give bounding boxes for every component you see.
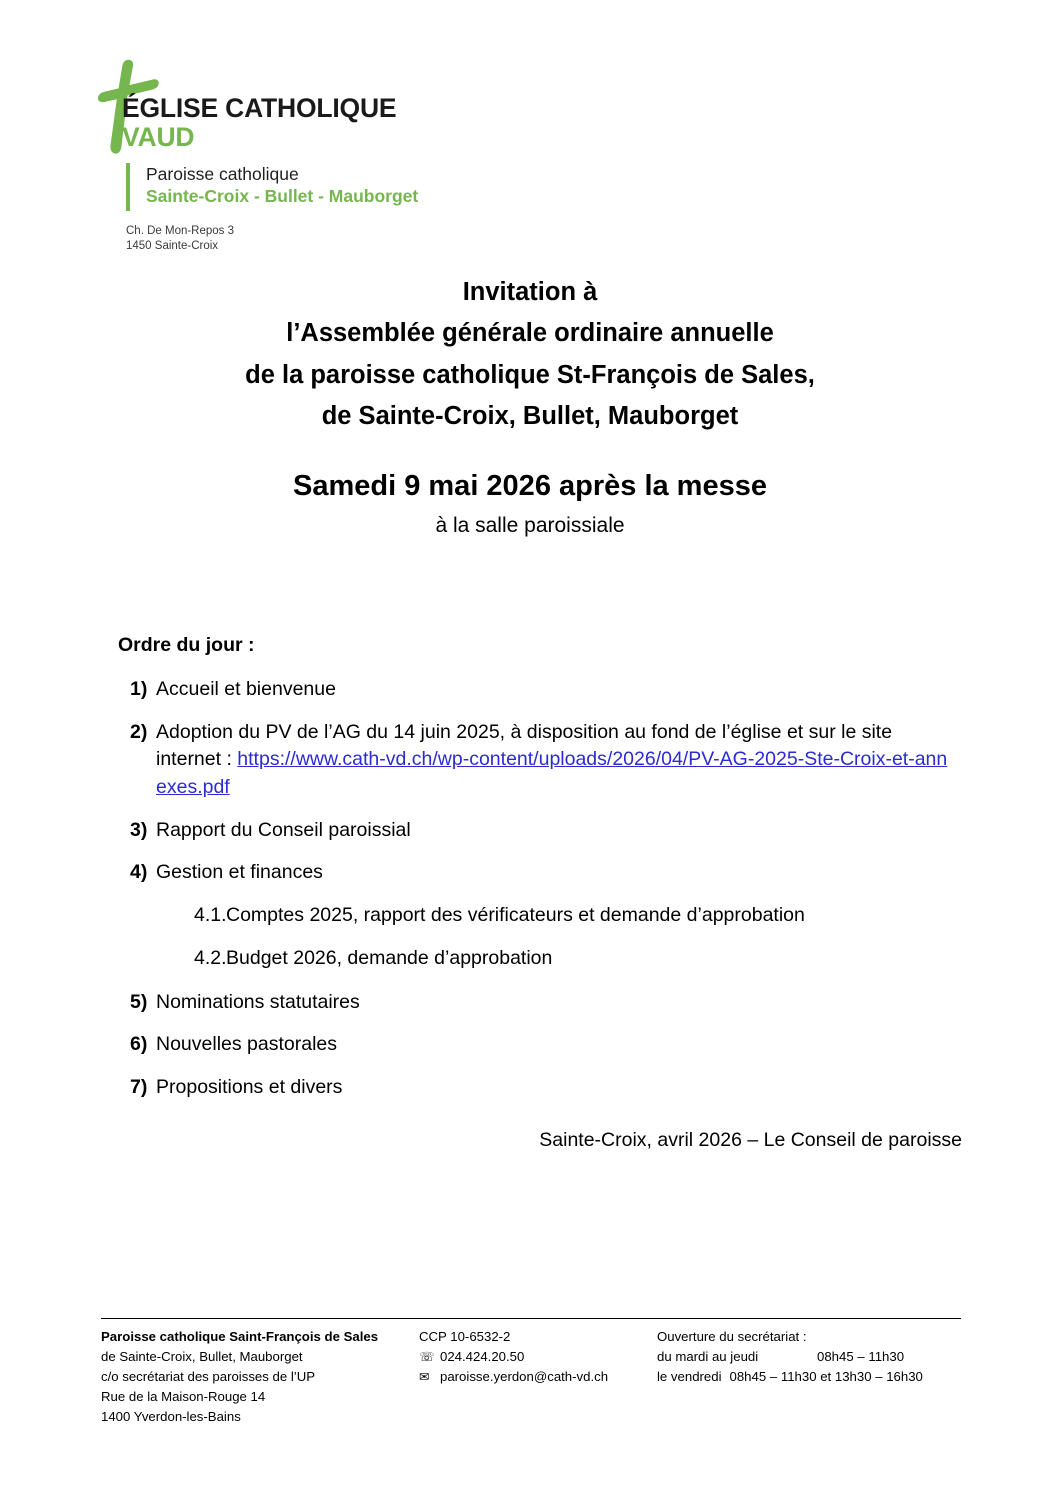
footer-phone-row: [419, 1347, 657, 1367]
brand-line-vaud: VAUD: [122, 121, 195, 152]
agenda-subitem-4-1: [118, 902, 978, 929]
agenda-item-5: [118, 989, 978, 1017]
letterhead: [96, 58, 616, 253]
parish-names: Sainte-Croix - Bullet - Mauborget: [146, 186, 419, 207]
parish-label: Paroisse catholique: [146, 164, 299, 184]
agenda-item-label: Propositions et divers: [156, 1076, 343, 1099]
footer-email-address[interactable]: paroisse.yerdon@cath-vd.ch: [440, 1369, 609, 1385]
footer-column-contact: [419, 1327, 657, 1387]
page-title: [100, 272, 960, 541]
footer-street: Rue de la Maison-Rouge 14: [101, 1389, 266, 1405]
agenda-item-number: 2): [130, 720, 148, 743]
agenda-item-6: [118, 1031, 978, 1059]
footer-hours-row-1: [657, 1347, 981, 1367]
agenda-heading: Ordre du jour :: [118, 634, 255, 656]
brand-line-eglise-catholique: ÉGLISE CATHOLIQUE: [122, 93, 397, 123]
agenda-subitem-number: 4.1.: [194, 904, 227, 927]
footer-phone-number: 024.424.20.50: [440, 1349, 525, 1365]
agenda-item-number: 6): [130, 1033, 148, 1056]
footer-secretariat: c/o secrétariat des paroisses de l’UP: [101, 1369, 316, 1385]
title-line-2: l’Assemblée générale ordinaire annuelle: [286, 319, 774, 348]
pv-document-link[interactable]: https://www.cath-vd.ch/wp-content/uploads/2026/04/PV-AG-2025-Ste-Croix-et-annexes.pdf: [156, 748, 948, 799]
telephone-icon: ☏: [419, 1350, 435, 1365]
agenda-item-label: [156, 719, 956, 802]
title-line-3: de la paroisse catholique St-François de Sales,: [245, 360, 815, 389]
title-line-1: Invitation à: [462, 278, 598, 306]
letterhead-address: [126, 224, 234, 254]
footer-hours-label: du mardi au jeudi: [657, 1349, 759, 1365]
agenda-item-number: 7): [130, 1076, 148, 1099]
agenda-item-2: [118, 719, 978, 802]
brand-row: [96, 58, 616, 150]
agenda-item-label: Nouvelles pastorales: [156, 1033, 338, 1056]
signature-line: Sainte-Croix, avril 2026 – Le Conseil de paroisse: [539, 1129, 962, 1151]
footer-column-hours: [657, 1327, 981, 1387]
parish-identity-block: [126, 163, 418, 211]
agenda-item-label: Rapport du Conseil paroissial: [156, 818, 411, 841]
agenda-item-2-text: Adoption du PV de l’AG du 14 juin 2025, à disposition au fond de l’église et sur le site internet :: [156, 720, 893, 771]
agenda-item-3: [118, 817, 978, 845]
event-date-heading: Samedi 9 mai 2026 après la messe: [293, 470, 767, 503]
address-street: Ch. De Mon-Repos 3: [126, 225, 235, 237]
agenda-subitem-label: Budget 2026, demande d’approbation: [226, 947, 553, 970]
brand-wordmark: [122, 95, 396, 151]
footer-hours-row-2: [657, 1367, 981, 1387]
agenda-item-7: [118, 1074, 978, 1102]
agenda-section: [118, 634, 978, 1117]
title-line-4: de Sainte-Croix, Bullet, Mauborget: [321, 401, 739, 430]
agenda-item-1: [118, 676, 978, 704]
agenda-item-number: 1): [130, 678, 148, 700]
footer-hours-label: le vendredi: [657, 1369, 722, 1385]
footer-city: 1400 Yverdon-les-Bains: [101, 1409, 241, 1425]
footer-ccp: CCP 10-6532-2: [419, 1329, 511, 1344]
agenda-item-number: 5): [130, 990, 148, 1013]
envelope-icon: ✉: [419, 1370, 430, 1385]
footer-email-row: [419, 1367, 657, 1387]
event-location: à la salle paroissiale: [435, 513, 625, 537]
agenda-item-number: 4): [130, 861, 148, 884]
address-city: 1450 Sainte-Croix: [126, 240, 219, 253]
footer-parish-name: Paroisse catholique Saint-François de Sales: [101, 1329, 379, 1344]
agenda-item-label: Accueil et bienvenue: [156, 678, 336, 700]
footer-column-address: [101, 1327, 419, 1427]
footer-divider: [101, 1318, 961, 1319]
agenda-item-label: Nominations statutaires: [156, 990, 360, 1013]
agenda-subitem-number: 4.2.: [194, 947, 227, 970]
agenda-subitem-4-2: [118, 945, 978, 972]
footer-hours-heading: Ouverture du secrétariat :: [657, 1329, 807, 1344]
footer-hours-value: 08h45 – 11h30 et 13h30 – 16h30: [729, 1369, 923, 1385]
footer-parish-locations: de Sainte-Croix, Bullet, Mauborget: [101, 1349, 303, 1365]
agenda-item-number: 3): [130, 818, 148, 841]
footer-hours-value: 08h45 – 11h30: [817, 1349, 905, 1365]
footer: [101, 1327, 981, 1427]
agenda-subitem-label: Comptes 2025, rapport des vérificateurs et demande d’approbation: [226, 904, 805, 927]
agenda-item-4: [118, 859, 978, 887]
agenda-item-label: Gestion et finances: [156, 861, 323, 884]
